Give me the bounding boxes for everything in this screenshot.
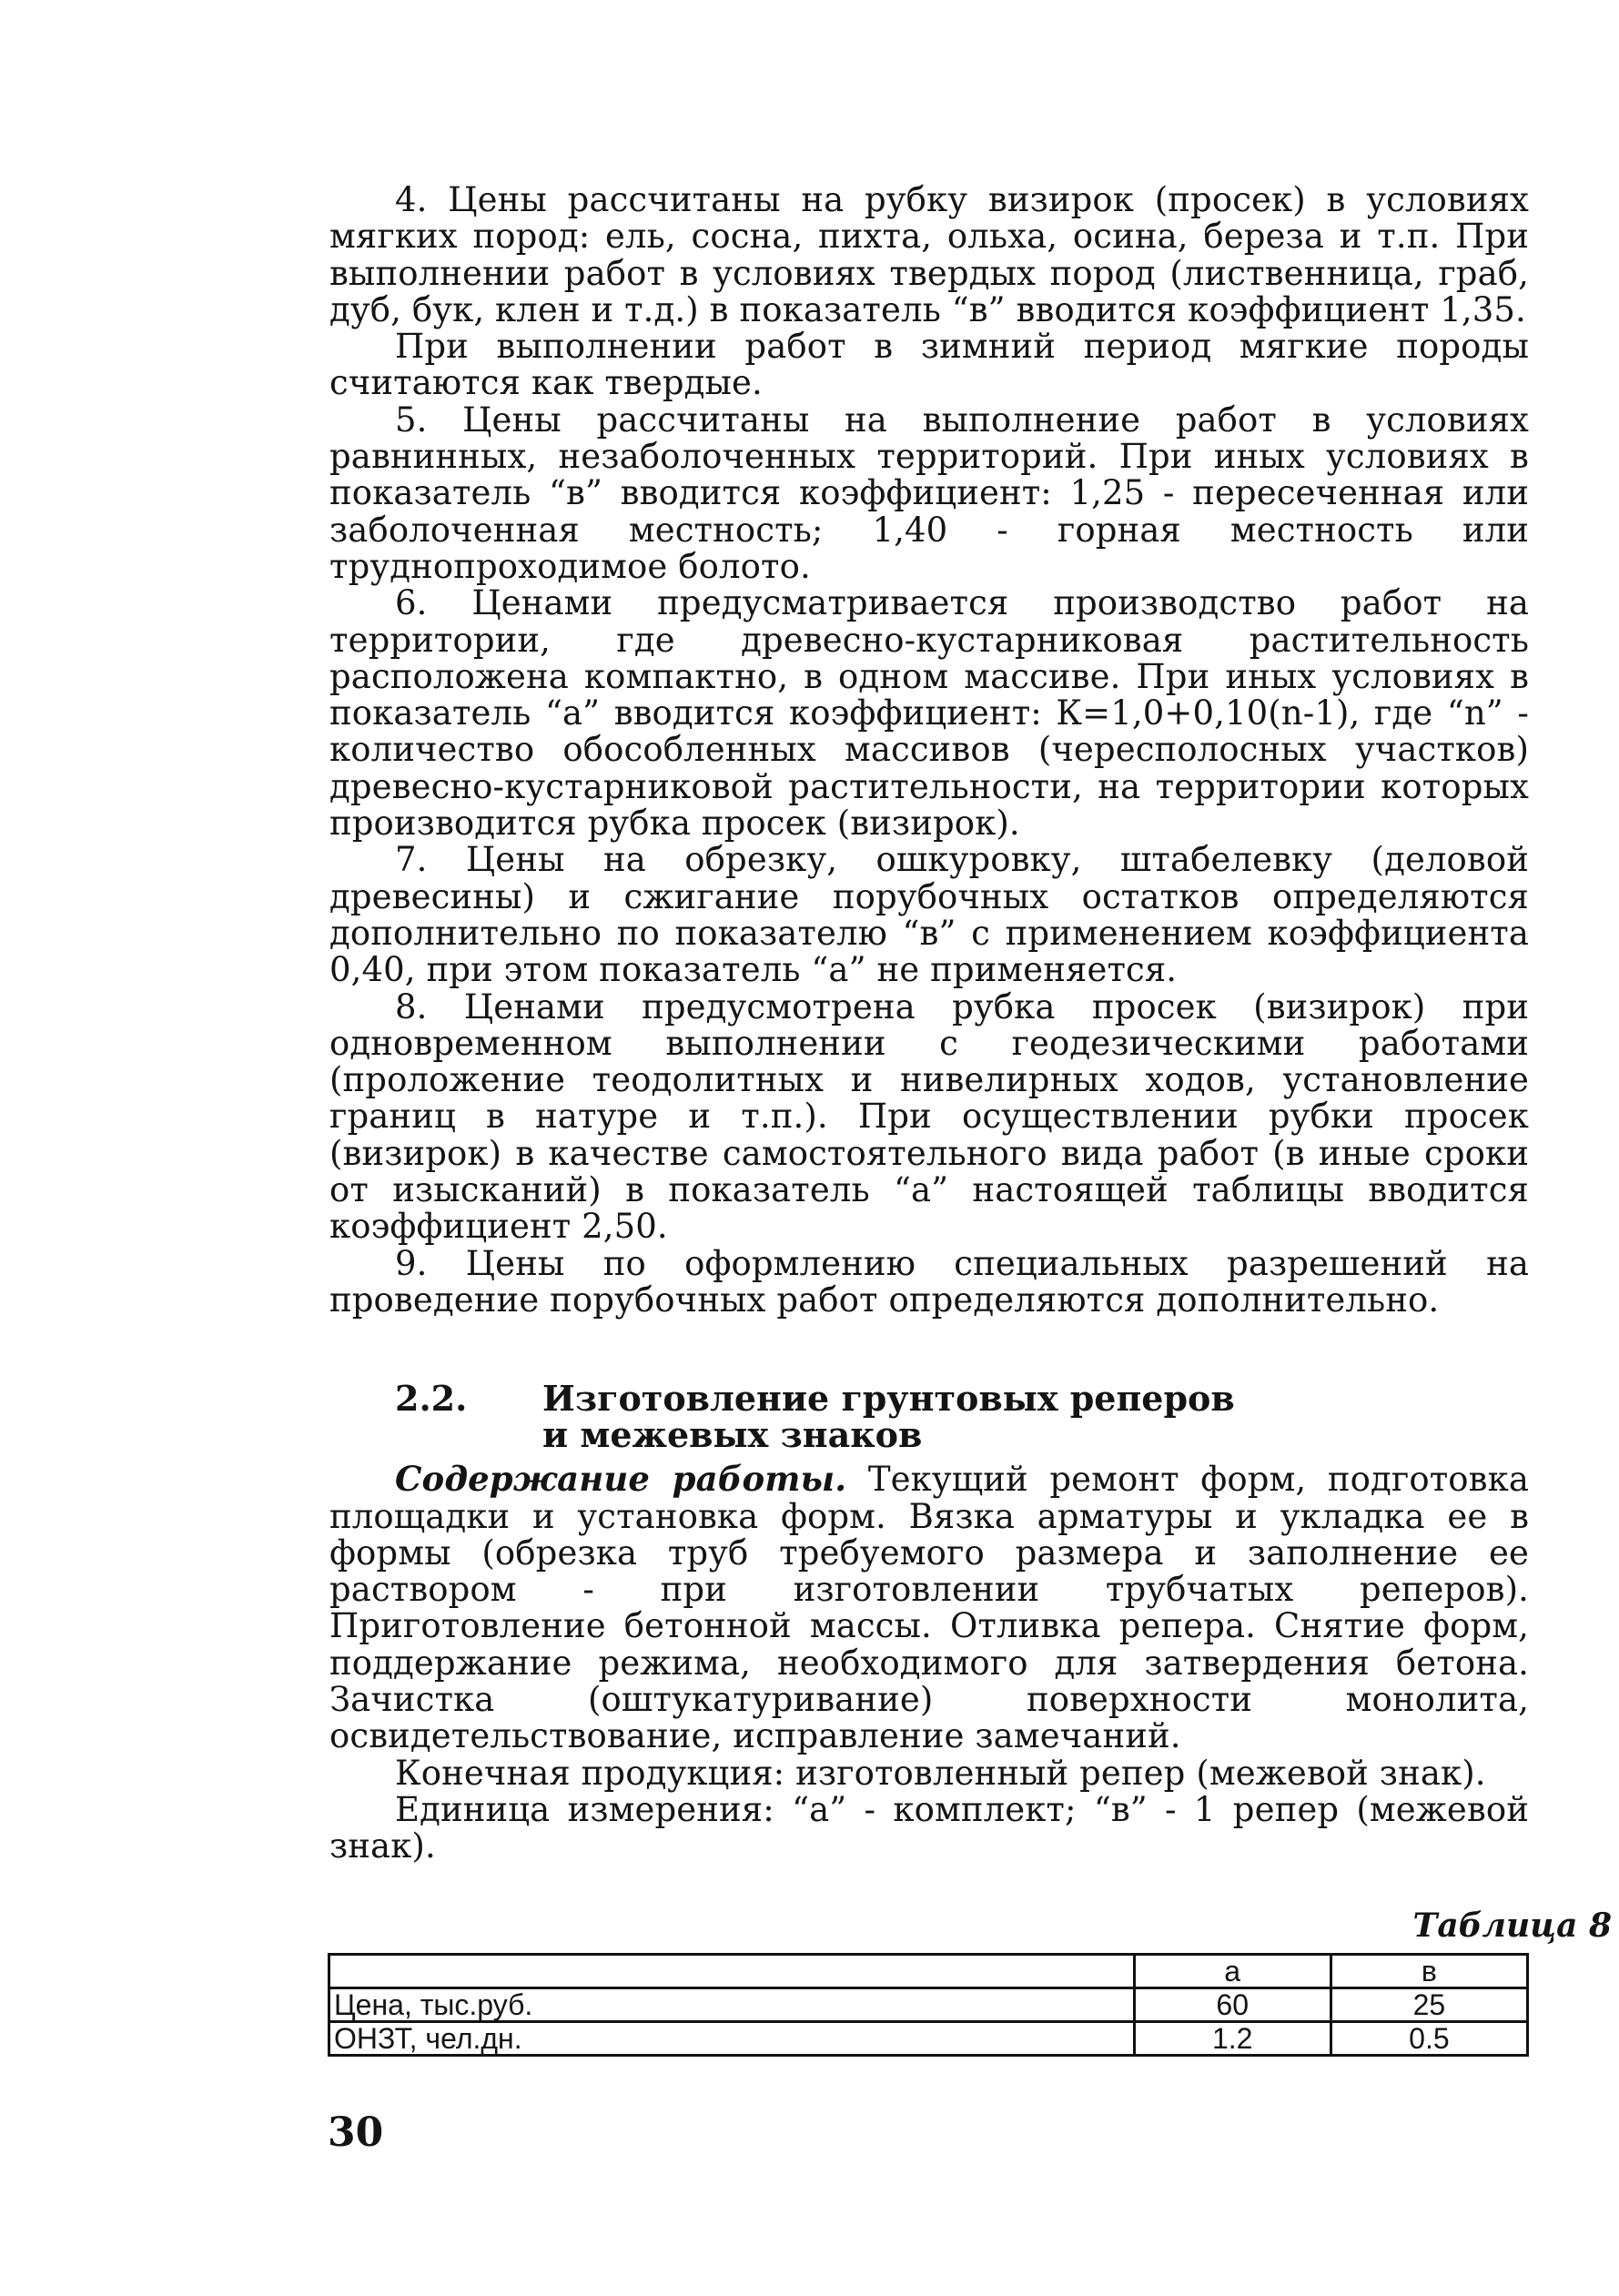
section-number: 2.2. bbox=[395, 1378, 468, 1420]
paragraph-item-7: 7. Цены на обрезку, ошкуровку, штабелевку (деловой древесины) и сжигание порубочных остатков определяются дополнительно по показателю “в” с применением коэффициента 0,40, при этом показатель “а” не применяется. bbox=[329, 840, 1529, 990]
table-header-empty bbox=[329, 1955, 1135, 1988]
unit-paragraph: Единица измерения: “а” - комплект; “в” - 1 репер (межевой знак). bbox=[329, 1789, 1529, 1866]
work-content-paragraph bbox=[329, 1461, 1529, 1755]
section-heading bbox=[329, 1378, 1529, 1456]
text-column bbox=[329, 182, 1529, 1865]
table-header-a: а bbox=[1134, 1955, 1331, 1988]
final-product-paragraph: Конечная продукция: изготовленный репер (межевой знак). bbox=[395, 1753, 1486, 1793]
table-row bbox=[329, 2022, 1528, 2056]
table-row bbox=[329, 1988, 1528, 2022]
paragraph-winter-note: При выполнении работ в зимний период мягкие породы считаются как твердые. bbox=[329, 327, 1529, 403]
table-cell-a: 60 bbox=[1134, 1988, 1331, 2022]
paragraph-item-9: 9. Цены по оформлению специальных разрешений на проведение порубочных работ определяются дополнительно. bbox=[329, 1243, 1529, 1320]
work-content-label: Содержание работы. bbox=[395, 1459, 847, 1500]
paragraph-item-8: 8. Ценами предусмотрена рубка просек (визирок) при одновременном выполнении с геодезическими работами (проложение теодолитных и нивелирных ходов, установление границ в натуре и т.п.). При осуществлении рубки просек (визирок) в качестве самостоятельного вида работ (в иные сроки от изысканий) в показатель “а” настоящей таблицы вводится коэффициент 2,50. bbox=[329, 986, 1529, 1247]
table-header-row bbox=[329, 1955, 1528, 1988]
paragraph-item-4: 4. Цены рассчитаны на рубку визирок (просек) в условиях мягких пород: ель, сосна, пихта, ольха, осина, береза и т.п. При выполнении работ в условиях твердых пород (лиственница, граб, дуб, бук, клен и т.д.) в показатель “в” вводится коэффициент 1,35. bbox=[329, 180, 1529, 329]
table-cell-a: 1.2 bbox=[1134, 2022, 1331, 2056]
paragraph-item-5: 5. Цены рассчитаны на выполнение работ в условиях равнинных, незаболоченных территорий. При иных условиях в показатель “в” вводится коэффициент: 1,25 - пересеченная или заболоченная местность; 1,40 - горная местность или труднопроходимое болото. bbox=[329, 400, 1529, 586]
table-cell-name: Цена, тыс.руб. bbox=[329, 1988, 1135, 2022]
section-title-line1: Изготовление грунтовых реперов bbox=[542, 1378, 1235, 1420]
work-content-text: Текущий ремонт форм, подготовка площадки и установка форм. Вязка арматуры и укладка ее в формы (обрезка труб требуемого размера и заполнение ее раствором - при изготовлении трубчатых реперов). Приготовление бетонной массы. Отливка репера. Снятие форм, поддержание режима, необходимого для затвердения бетона. Зачистка (оштукатуривание) поверхности монолита, освидетельствование, исправление замечаний. bbox=[329, 1460, 1529, 1756]
table-caption: Таблица 8 bbox=[1412, 1907, 1612, 1945]
paragraph-item-6: 6. Ценами предусматривается производство работ на территории, где древесно-кустарниковая растительность расположена компактно, в одном массиве. При иных условиях в показатель “а” вводится коэффициент: К=1,0+0,10(n-1), где “n” - количество обособленных массивов (чересполосных участков) древесно-кустарниковой растительности, на территории которых производится рубка просек (визирок). bbox=[329, 583, 1529, 844]
table-cell-b: 25 bbox=[1331, 1988, 1527, 2022]
price-table bbox=[328, 1953, 1529, 2057]
section-title-line2: и межевых знаков bbox=[542, 1414, 923, 1456]
page-number: 30 bbox=[328, 2109, 384, 2156]
table-header-b: в bbox=[1331, 1955, 1527, 1988]
table-cell-b: 0.5 bbox=[1331, 2022, 1527, 2056]
table-cell-name: ОНЗТ, чел.дн. bbox=[329, 2022, 1135, 2056]
